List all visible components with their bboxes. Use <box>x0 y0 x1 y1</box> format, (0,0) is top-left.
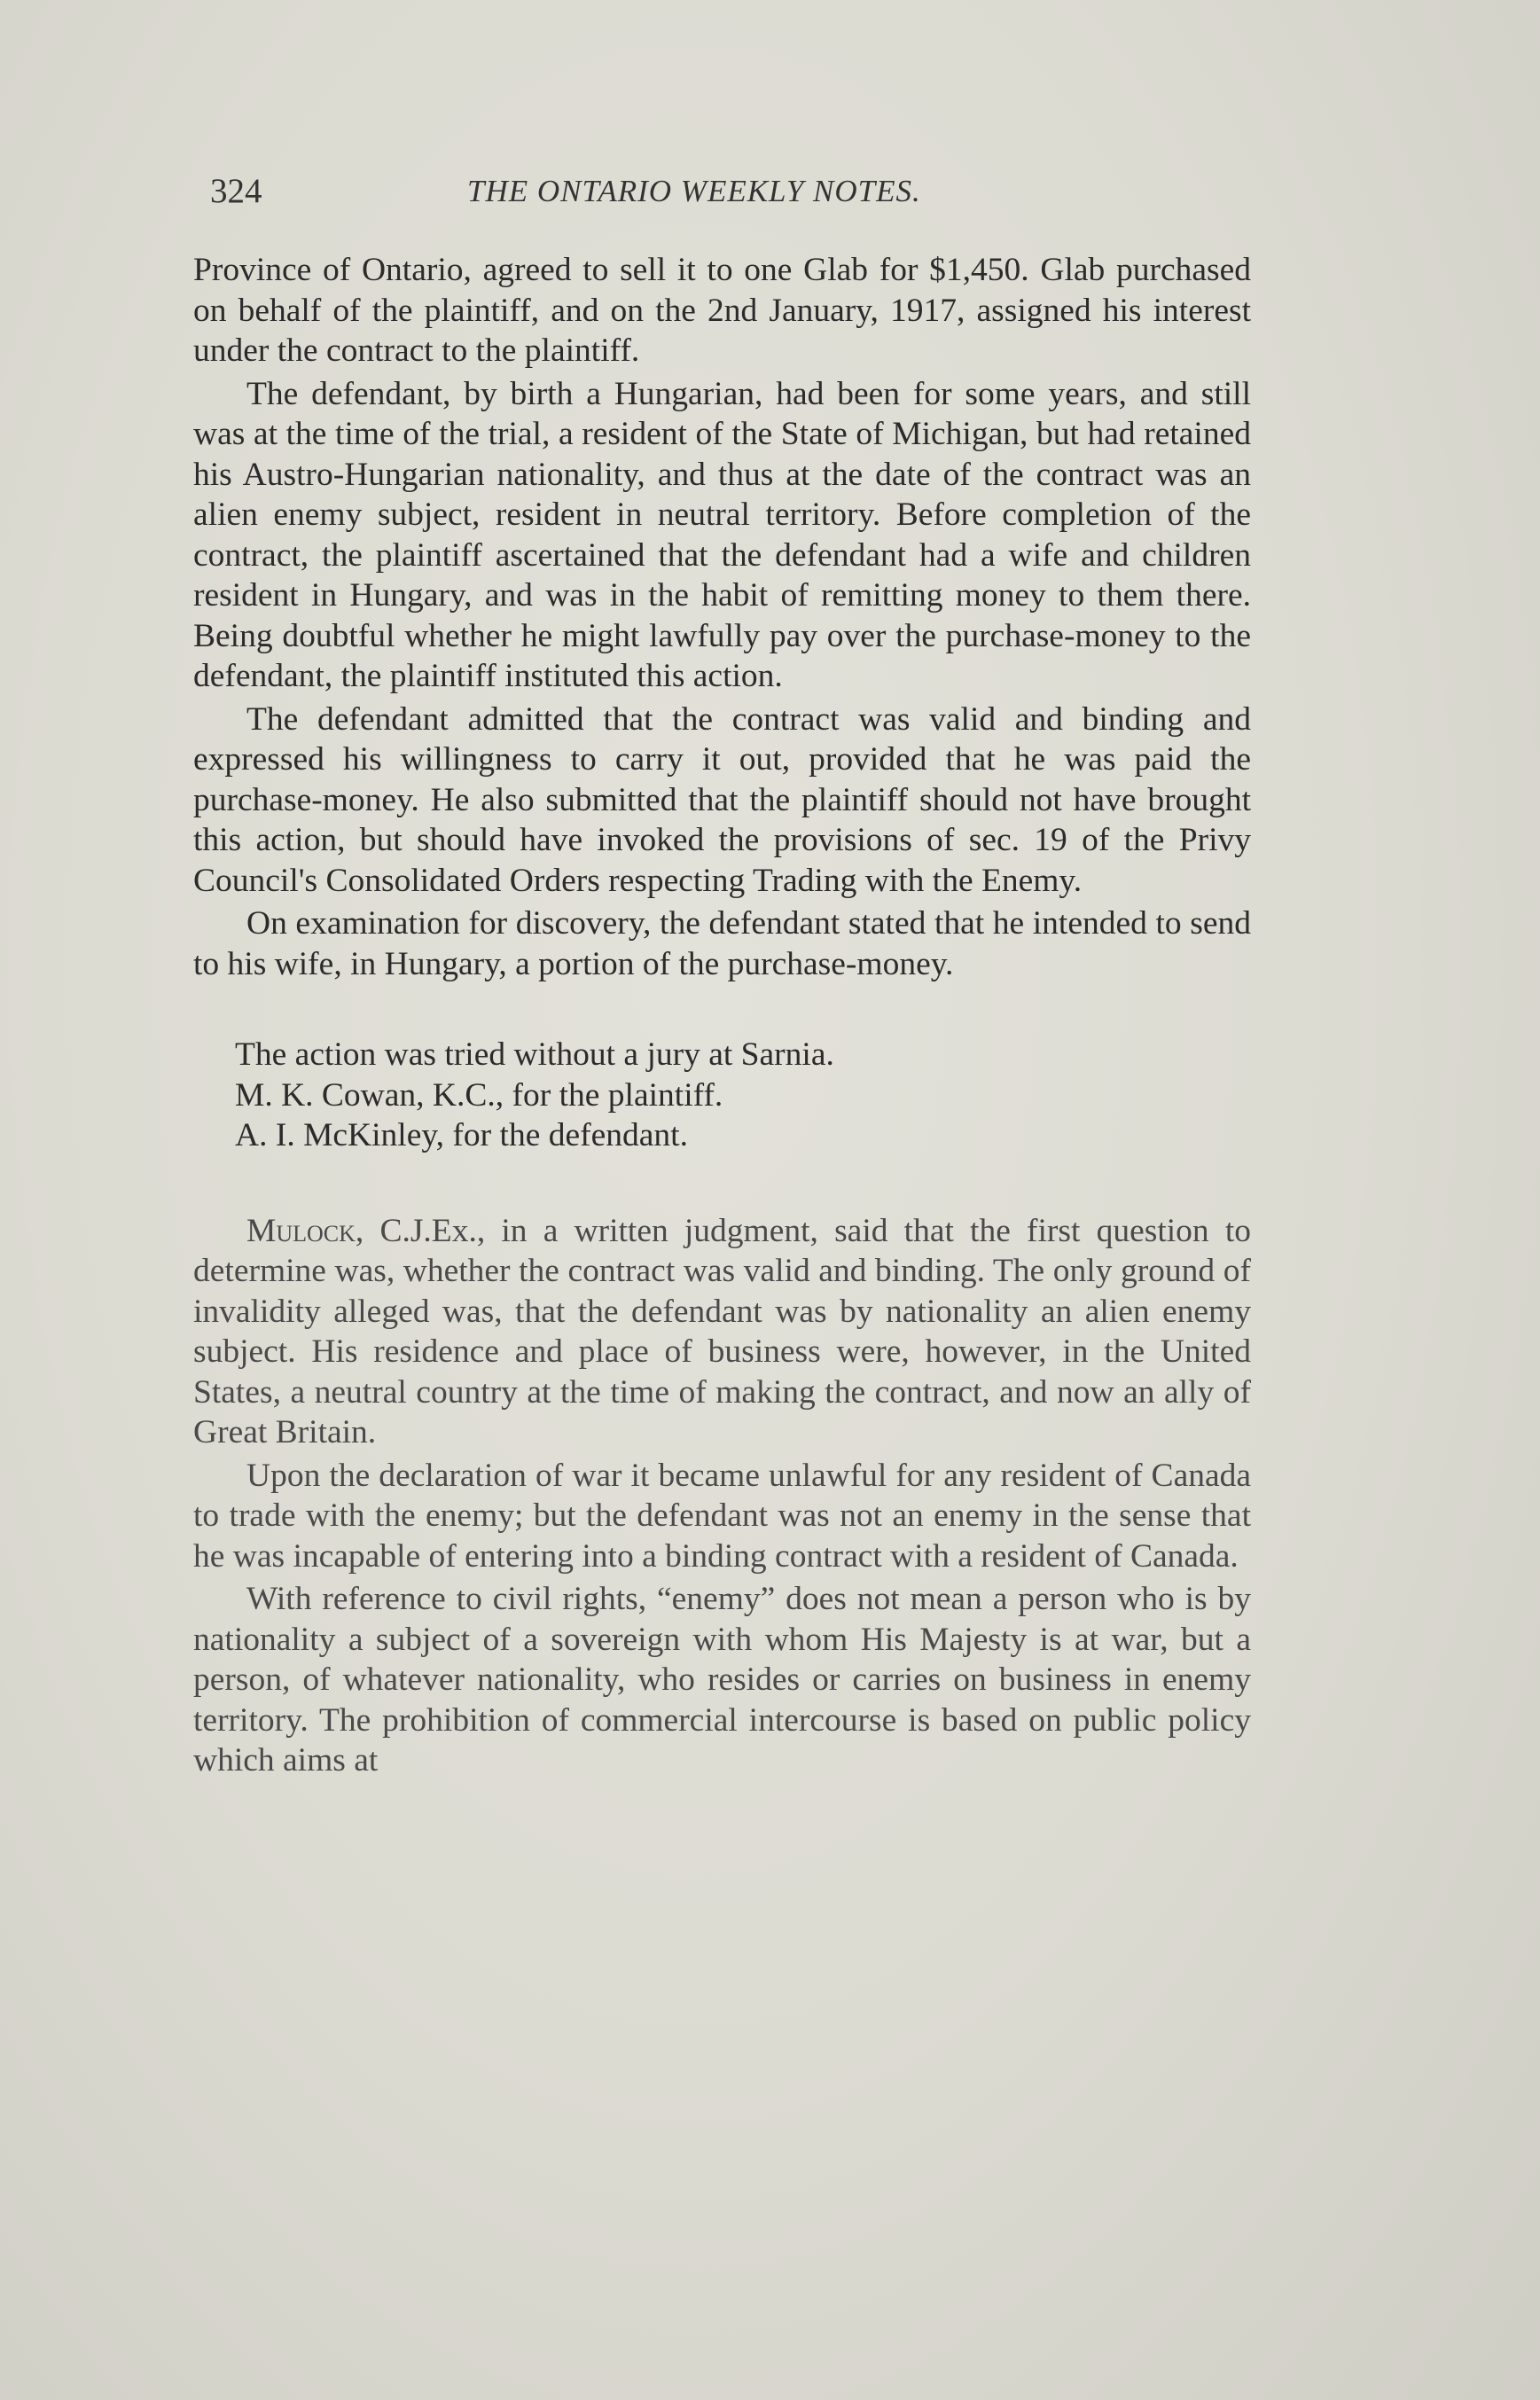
paragraph: Upon the declaration of war it became unlawful for any resident of Canada to trade with the enemy; but the defendant was not an enemy in the sense that he was incapable of entering into a binding contract with a resident of Canada. <box>193 1457 1251 1575</box>
paragraph: On examination for discovery, the defendant stated that he intended to send to his wife, in Hungary, a portion of the purchase-money. <box>193 905 1251 982</box>
page-number: 324 <box>210 172 262 210</box>
counsel-block <box>193 1035 1251 1156</box>
page-header <box>210 165 1252 218</box>
judgment-paragraph <box>193 1211 1251 1453</box>
judge-name: Mulock <box>246 1212 356 1249</box>
counsel-defendant: A. I. McKinley, for the defendant. <box>235 1117 688 1153</box>
body-text <box>193 250 1251 1781</box>
paragraph: With reference to civil rights, “enemy” does not mean a person who is by nationality a subject of a sovereign with whom His Majesty is at war, but a person, of whatever nationality, who resides or carries on business in enemy territory. The prohibition of commercial intercourse is based on public policy which aims at <box>193 1581 1251 1779</box>
judgment-text: , C.J.Ex., in a written judgment, said that the first question to determine was, whether the contract was valid and binding. The only ground of invalidity alleged was, that the defendant was by nationality an alien enemy subject. His residence and place of business were, however, in the United States, a neutral country at the time of making the contract, and now an ally of Great Britain. <box>193 1212 1251 1450</box>
counsel-plaintiff: M. K. Cowan, K.C., for the plaintiff. <box>235 1076 723 1114</box>
trial-note: The action was tried without a jury at Sarnia. <box>235 1036 834 1073</box>
paragraph: Province of Ontario, agreed to sell it to one Glab for $1,450. Glab purchased on behalf of the plaintiff, and on the 2nd January, 1917, assigned his interest under the contract to the plaintiff. <box>193 252 1251 369</box>
running-title: THE ONTARIO WEEKLY NOTES. <box>467 174 921 208</box>
paragraph: The defendant admitted that the contract was valid and binding and expressed his willingness to carry it out, provided that he was paid the purchase-money. He also submitted that the plaintiff should not have brought this action, but should have invoked the provisions of sec. 19 of the Privy Council's Consolidated Orders respecting Trading with the Enemy. <box>193 700 1251 899</box>
paragraph: The defendant, by birth a Hungarian, had been for some years, and still was at the time of the trial, a resident of the State of Michigan, but had retained his Austro-Hungarian nationality, and thus at the date of the contract was an alien enemy subject, resident in neutral territory. Before completion of the contract, the plaintiff ascertained that the defendant had a wife and children resident in Hungary, and was in the habit of remitting money to them there. Being doubtful whether he might lawfully pay over the purchase-money to the defendant, the plaintiff instituted this action. <box>193 375 1251 694</box>
